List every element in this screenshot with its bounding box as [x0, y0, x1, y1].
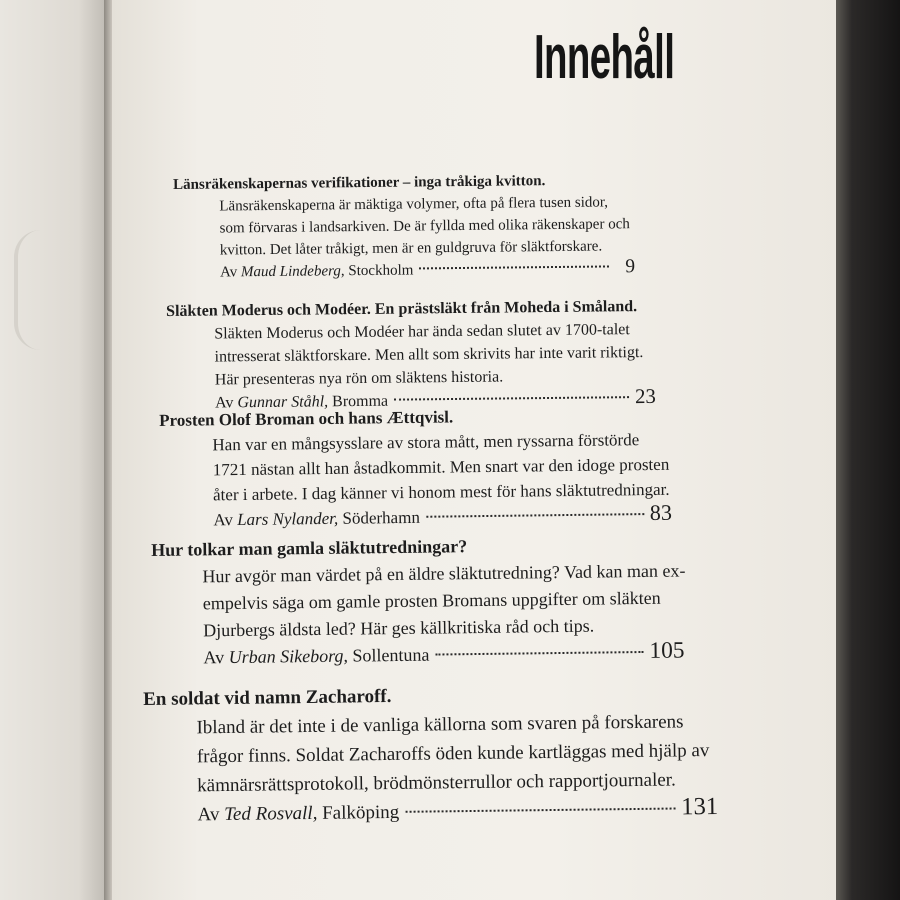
- entry-page-number: 23: [634, 384, 657, 409]
- entry-heading: Prosten Olof Broman och hans Ættqvisl.: [159, 407, 454, 430]
- entry-author: Lars Nylander,: [237, 508, 339, 530]
- byline-prefix: Av: [197, 804, 220, 826]
- entry-author: Urban Sikeborg,: [228, 645, 349, 668]
- byline-prefix: Av: [203, 647, 225, 668]
- entry-heading: Länsräkenskapernas verifikationer – inga tråkiga kvitton.: [173, 173, 546, 193]
- toc-entry: [173, 169, 635, 284]
- entry-author: Ted Rosvall,: [224, 802, 318, 826]
- entry-heading: En soldat vid namn Zacharoff.: [143, 685, 392, 710]
- entry-byline: [220, 257, 635, 283]
- left-page: [0, 0, 112, 900]
- entry-page-number: 83: [649, 499, 673, 526]
- entry-body: [166, 318, 656, 415]
- entry-place: Falköping: [322, 801, 400, 824]
- page-title: Innehåll: [534, 23, 675, 92]
- entry-line: kvitton. Det låter tråkigt, men är en guldgruva för släktforskare.: [219, 238, 603, 259]
- toc-entry: [159, 402, 672, 533]
- page-edge: [836, 0, 900, 900]
- entry-line: Här presenteras nya rön om släktens historia.: [214, 368, 504, 389]
- entry-line: intresserat släktforskare. Men allt som skrivits har inte varit riktigt.: [214, 344, 644, 366]
- dot-leader: [405, 808, 675, 813]
- toc-entry: [151, 530, 687, 672]
- entry-page-number: 105: [649, 637, 685, 664]
- entry-line: Han var en mångsysslare av stora mått, men ryssarna förstörde: [212, 430, 640, 455]
- entry-body: [173, 191, 635, 284]
- entry-place: Sollentuna: [352, 644, 430, 666]
- entry-line: empelvis säga om gamle prosten Bromans uppgifter om släkten: [202, 587, 661, 614]
- entry-author: Gunnar Ståhl,: [237, 393, 329, 412]
- entry-line: Hur avgör man värdet på en äldre släktutredning? Vad kan man ex-: [202, 560, 686, 587]
- toc-entry: [166, 295, 656, 415]
- entry-place: Bromma: [332, 392, 389, 411]
- dot-leader: [394, 396, 629, 400]
- byline-prefix: Av: [219, 264, 238, 281]
- entry-body: [159, 427, 672, 533]
- entry-line: kämnärsrättsprotokoll, brödmönsterrullor och rapportjournaler.: [197, 769, 676, 797]
- entry-line: Ibland är det inte i de vanliga källorna som svaren på forskarens: [196, 711, 684, 739]
- dot-leader: [419, 265, 609, 269]
- entry-place: Söderhamn: [342, 507, 421, 528]
- entry-line: Länsräkenskaperna är mäktiga volymer, ofta på flera tusen sidor,: [219, 194, 609, 215]
- entry-page-number: 9: [625, 256, 636, 278]
- dot-leader: [426, 513, 644, 518]
- entry-body: [143, 707, 718, 830]
- toc-entry: [143, 678, 718, 830]
- entry-place: Stockholm: [348, 262, 414, 280]
- dot-leader: [435, 651, 643, 656]
- entry-line: Djurbergs äldsta led? Här ges källkritiska råd och tips.: [203, 615, 595, 641]
- byline-prefix: Av: [214, 394, 234, 412]
- bleed-through-glyph: [14, 230, 68, 350]
- entry-page-number: 131: [680, 792, 719, 821]
- entry-heading: Släkten Moderus och Modéer. En prästsläkt från Moheda i Småland.: [166, 298, 638, 320]
- entry-body: [151, 557, 686, 672]
- entry-line: som förvaras i landsarkiven. De är fyllda med olika räkenskaper och: [219, 216, 630, 237]
- entry-line: frågor finns. Soldat Zacharoffs öden kunde kartläggas med hjälp av: [196, 740, 710, 768]
- entry-line: Släkten Moderus och Modéer har ända sedan slutet av 1700-talet: [214, 321, 630, 343]
- entry-author: Maud Lindeberg,: [240, 263, 345, 281]
- entry-line: 1721 nästan allt han åstadkommit. Men snart var den idoge prosten: [212, 454, 670, 480]
- entry-line: åter i arbete. I dag känner vi honom mest för hans släktutredningar.: [212, 479, 670, 505]
- byline-prefix: Av: [213, 510, 234, 530]
- entry-heading: Hur tolkar man gamla släktutredningar?: [151, 536, 468, 560]
